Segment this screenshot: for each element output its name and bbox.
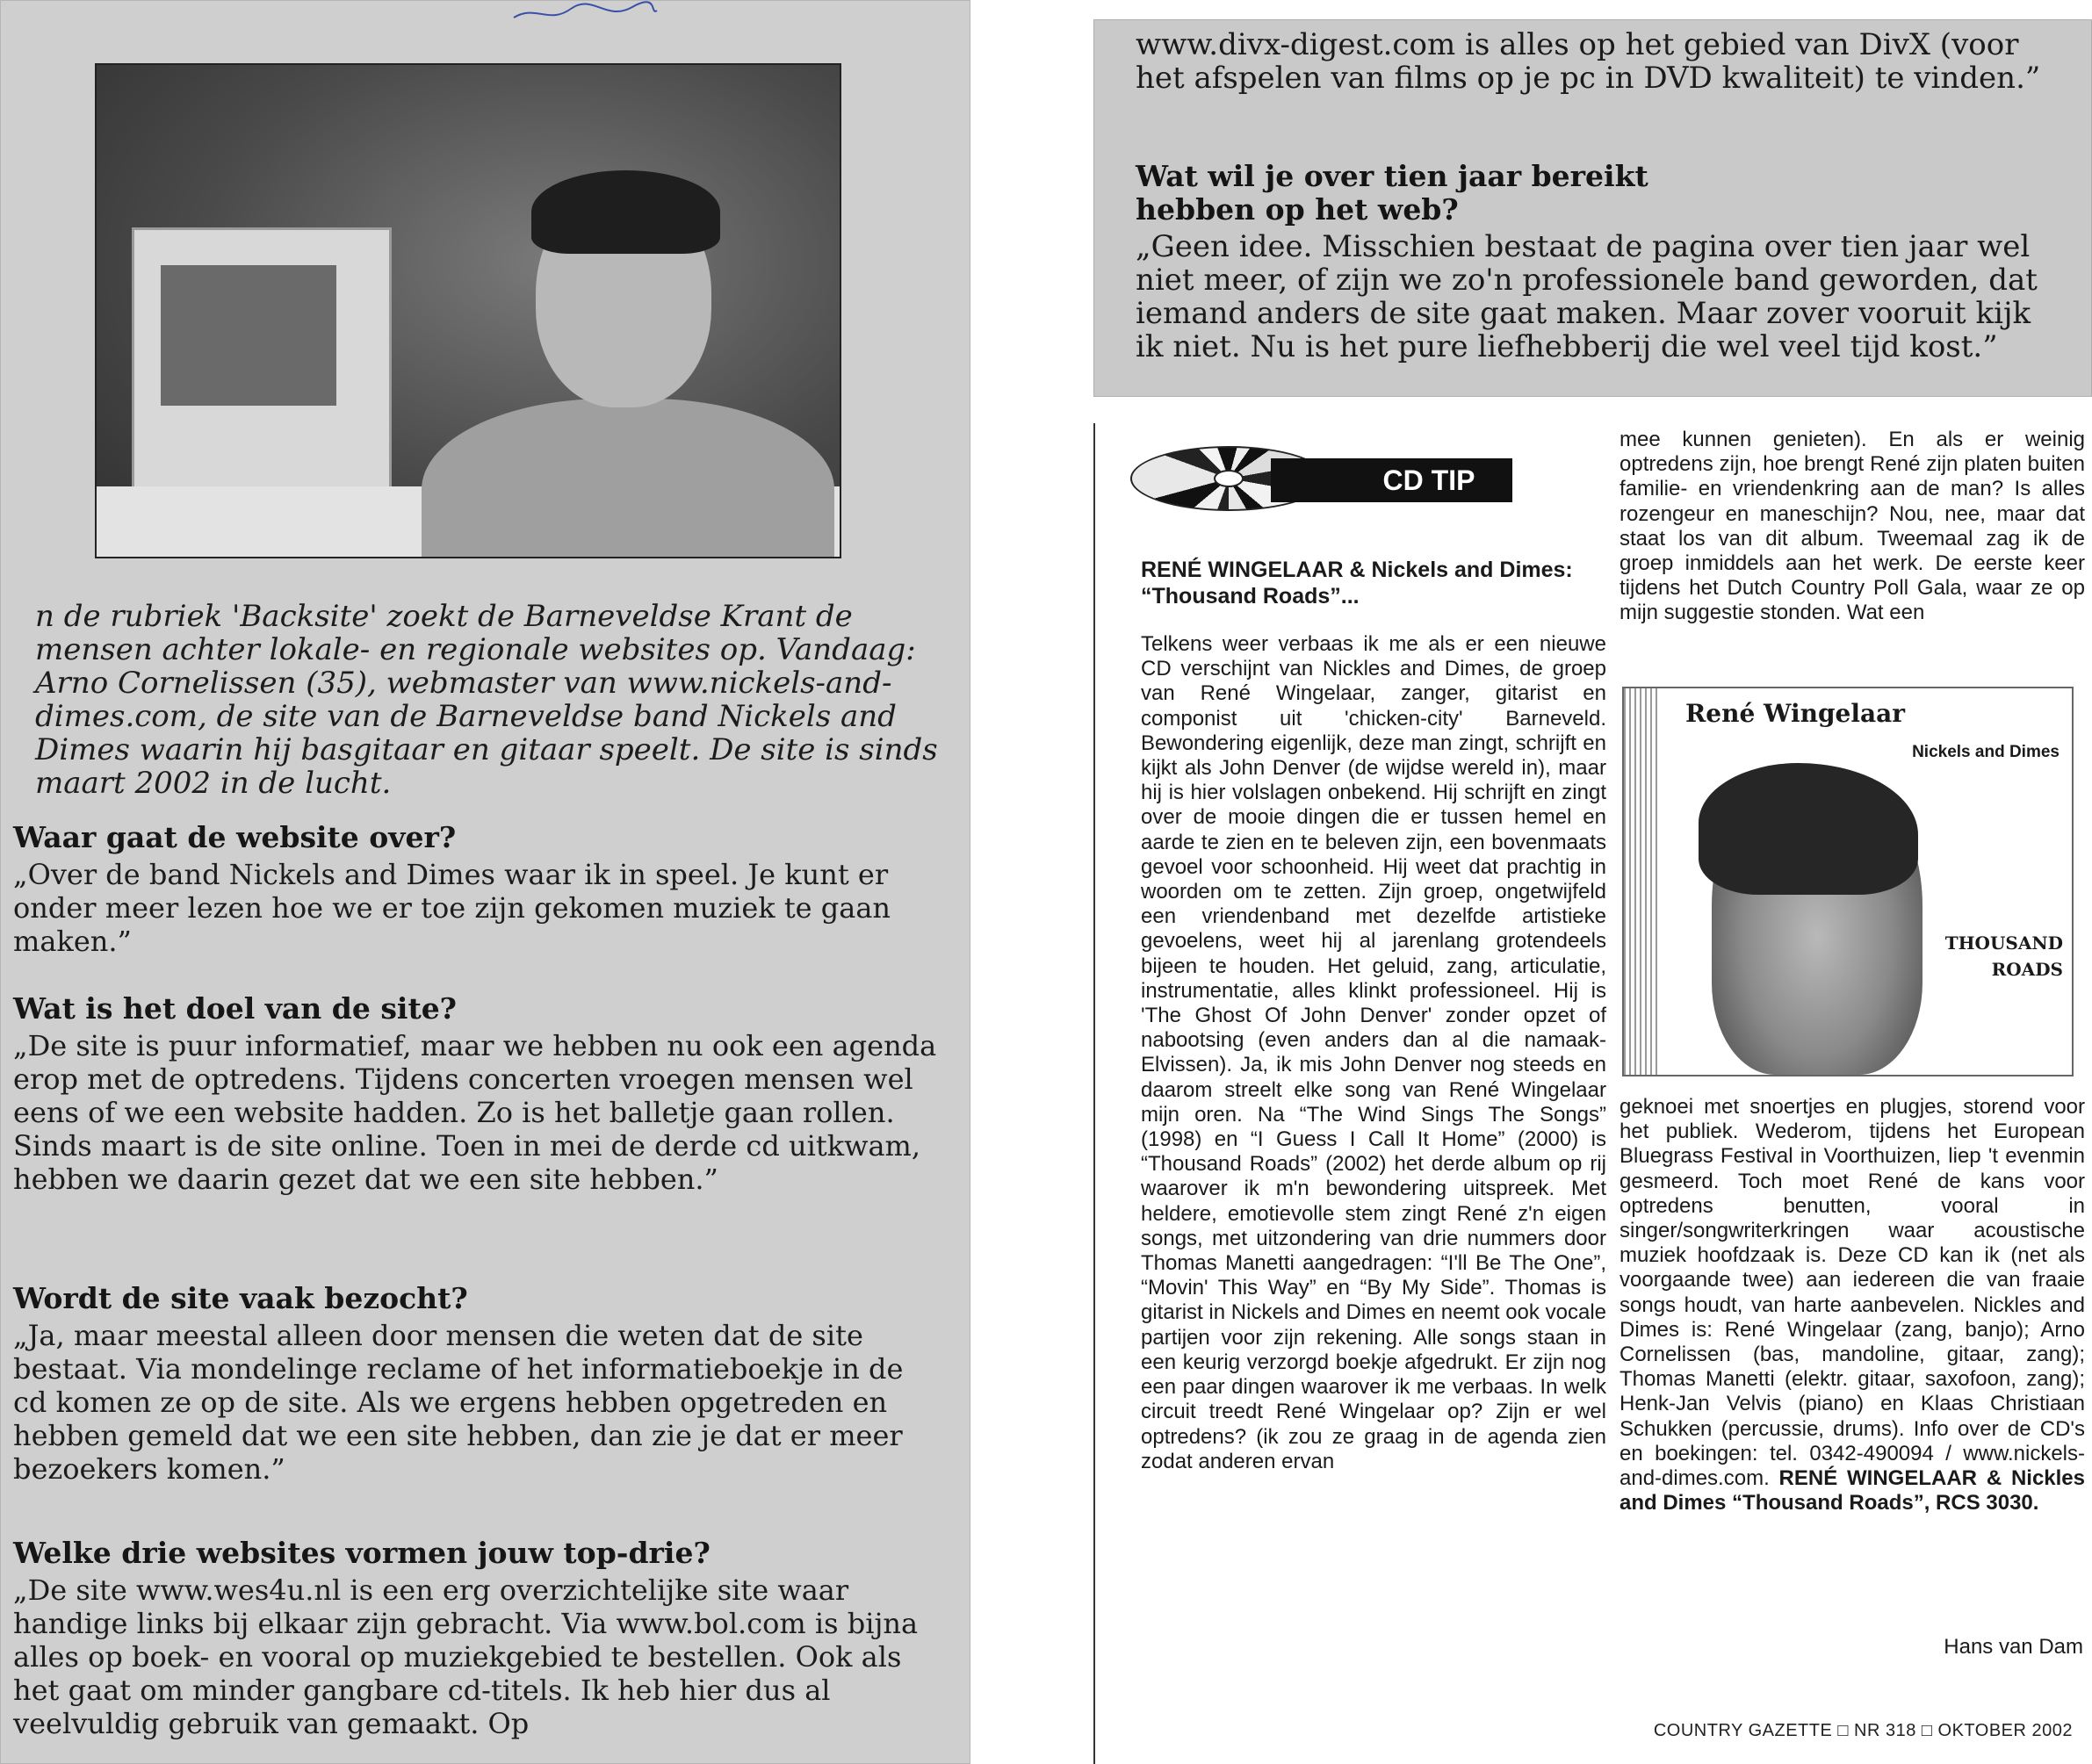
- cd-tip-banner: [1130, 439, 1517, 516]
- cover-band: Nickels and Dimes: [1912, 743, 2060, 761]
- album-cover: [1622, 687, 2074, 1076]
- answer-text: „Geen idee. Misschien bestaat de pagina over tien jaar wel niet meer, of zijn we zo'n professionele band geworden, dat iemand anders de site gaat maken. Maar zover vooruit kijk ik niet. Nu is het pure liefhebberij die wel veel tijd kost.”: [1136, 229, 2038, 364]
- question-heading: Waar gaat de website over?: [13, 820, 457, 854]
- person-body: [422, 399, 834, 558]
- cd-tip-label: CD TIP: [1382, 464, 1475, 496]
- review-column-2-bottom: [1619, 1095, 2085, 1516]
- review-text: geknoei met snoertjes en plugjes, storend voor het publiek. Wederom, tijdens het European Bluegrass Festival in Voorthuizen, liep 't evenmin gesmeerd. Toch moet René de kans voor optredens benutten, vooral in singer/songwriterkringen waar acoustische muziek hoofdzaak is. Deze CD kan ik (net als voorgaande twee) aan iedereen die van fraaie songs houdt, van harte aanbevelen. Nickles and Dimes is: René Wingelaar (zang, banjo); Arno Cornelissen (bas, mandoline, gitaar, zang); Thomas Manetti (elektr. gitaar, saxofoon, zang); Henk-Jan Velvis (piano) en Klaas Christiaan Schukken (percussie, drums). Info over de CD's en boekingen: tel. 0342-490094 / www.nickels-and-dimes.com.: [1619, 1095, 2085, 1491]
- answer-text: „Over de band Nickels and Dimes waar ik in speel. Je kunt er onder meer lezen hoe we er toe zijn gekomen muziek te gaan maken.”: [13, 858, 891, 958]
- answer-text: „Ja, maar meestal alleen door mensen die weten dat de site bestaat. Via mondelinge reclame of het informatieboekje in de cd komen ze op de site. Als we ergens hebben opgetreden en hebben gemeld dat we een site hebben, dan zie je dat er meer bezoekers komen.”: [13, 1319, 904, 1486]
- answer-text: „De site www.wes4u.nl is een erg overzichtelijke site waar handige links bij elkaar zijn gebracht. Via www.bol.com is bijna alles op boek- en vooral op muziekgebied te bestellen. Ook als het gaat om minder gangbare cd-titels. Ik heb hier dus al veelvuldig gebruik van gemaakt. Op: [13, 1573, 919, 1740]
- right-top-clipping: [1093, 19, 2092, 397]
- qa-block-4: [13, 1537, 944, 1740]
- qa-block-3: [13, 1282, 944, 1486]
- computer-monitor: [132, 227, 392, 522]
- qa-block-1: [13, 821, 944, 958]
- divx-paragraph: www.divx-digest.com is alles op het gebied van DivX (voor het afspelen van films op je pc in DVD kwaliteit) te vinden.”: [1136, 27, 2041, 96]
- cover-artist: René Wingelaar: [1685, 699, 1906, 728]
- portrait-photo: [95, 63, 841, 558]
- question-heading: Wat wil je over tien jaar bereikt hebben op het web?: [1136, 159, 1648, 227]
- release-credit: RENÉ WINGELAAR & Nickles and Dimes “Thousand Roads”, RCS 3030.: [1619, 1466, 2086, 1516]
- cover-album-title: THOUSAND ROADS: [1944, 932, 2063, 980]
- question-heading: Wat is het doel van de site?: [13, 991, 458, 1026]
- review-column-1: Telkens weer verbaas ik me als er een nieuwe CD verschijnt van Nickles and Dimes, de groep van René Wingelaar, zanger, gitarist en componist uit 'chicken-city' Barneveld. Bewondering eigenlijk, deze man zingt, schrijft en kijkt als John Denver (de wijdse wereld in), maar hij is hier volslagen onbekend. Hij schrijft en zingt over de mooie dingen die er tussen hemel en aarde te zien en te beleven zijn, een bovenmaats gevoel voor schoonheid. Hij weet dat prachtig in woorden om te zetten. Zijn groep, ongetwijfeld een vriendenband met dezelfde artistieke gevoelens, weet hij al jarenlang grotendeels bijeen te houden. Het geluid, zang, articulatie, instrumentatie, alles klinkt professioneel. Hij is 'The Ghost Of John Denver' zonder opzet of nabootsing (even anders dan al die namaak-Elvissen). Ja, ik mis John Denver nog steeds en daarom streelt elke song van René Wingelaar mijn oren. Na “The Wind Sings The Songs” (1998) en “I Guess I Call It Home” (2000) is “Thousand Roads” (2002) het derde album op rij waarover ik m'n bewondering uitspreek. Met heldere, emotievolle stem zingt René z'n eigen songs, met uitzondering van drie nummers door Thomas Manetti aangedragen: “I'll Be The One”, “Movin' This Way” en “By My Side”. Thomas is gitarist in Nickels and Dimes en neemt ook vocale partijen voor zijn rekening. Alle songs staan in een keurig verzorgd boekje afgedrukt. Er zijn nog een paar dingen waarover ik me verbaas. In welk circuit treedt René Wingelaar op? Zijn er wel optredens? (ik zou ze graag in de agenda zien zodat anderen ervan: [1141, 632, 1606, 1473]
- left-clipping: [0, 0, 970, 1764]
- person-hair: [531, 170, 720, 254]
- qa-block-2: [13, 992, 944, 1196]
- question-heading: Welke drie websites vormen jouw top-drie?: [13, 1536, 711, 1570]
- intro-paragraph: n de rubriek 'Backsite' zoekt de Barneveldse Krant de mensen achter lokale- en regionale websites op. Vandaag: Arno Cornelissen (35), webmaster van www.nickels-and-dimes.com, de site van de Barneveldse band Nickels and Dimes waarin hij basgitaar en gitaar speelt. De site is sinds maart 2002 in de lucht.: [35, 599, 938, 801]
- cd-tip-article: [1093, 423, 2092, 1764]
- answer-text: „De site is puur informatief, maar we hebben nu ook een agenda erop met de optredens. Tijdens concerten vroegen mensen wel eens of we een website hadden. Zo is het balletje gaan rollen. Sinds maart is de site online. Toen in mei de derde cd uitkwam, hebben we daarin gezet dat we een site hebben.”: [13, 1029, 937, 1196]
- review-column-2-top: mee kunnen genieten). En als er weinig optredens zijn, hoe brengt René zijn platen buiten familie- en vriendenkring aan de man? Is alles rozengeur en maneschijn? Nou, nee, maar dat staat los van dit album. Tweemaal zag ik de groep inmiddels aan het werk. De eerste keer tijdens het Dutch Country Poll Gala, waar ze op mijn suggestie stonden. Wat een: [1619, 428, 2085, 625]
- review-title: RENÉ WINGELAAR & Nickels and Dimes: “Thousand Roads”...: [1141, 558, 1573, 608]
- author-byline: Hans van Dam: [1944, 1635, 2083, 1659]
- publication-footer: COUNTRY GAZETTE □ NR 318 □ OKTOBER 2002: [1653, 1721, 2073, 1740]
- question-heading: Wordt de site vaak bezocht?: [13, 1281, 468, 1315]
- pen-scribble: [509, 0, 659, 26]
